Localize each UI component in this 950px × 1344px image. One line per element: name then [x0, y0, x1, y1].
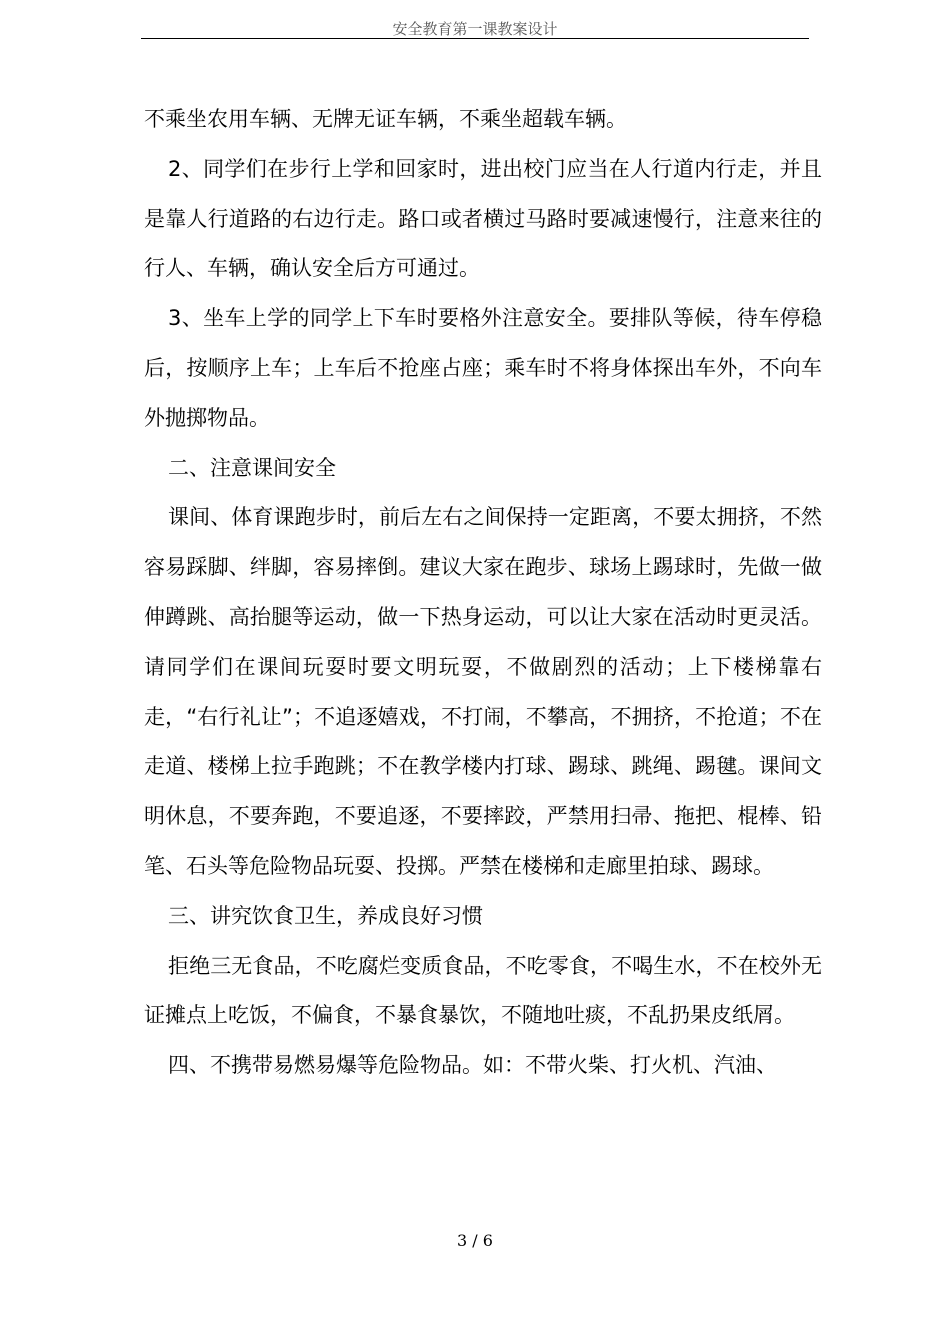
paragraph-3: 3、坐车上学的同学上下车时要格外注意安全。要排队等候，待车停稳后，按顺序上车；上车后不抢座占座；乘车时不将身体探出车外，不向车外抛掷物品。 — [144, 306, 822, 430]
section-heading-2: 二、注意课间安全 — [168, 455, 336, 480]
document-body — [144, 95, 822, 1091]
section-heading-3: 三、讲究饮食卫生，养成良好习惯 — [168, 903, 483, 928]
paragraph-2: 2、同学们在步行上学和回家时，进出校门应当在人行道内行走，并且是靠人行道路的右边行走。路口或者横过马路时要减速慢行，注意来往的行人、车辆，确认安全后方可通过。 — [144, 156, 822, 281]
header-divider — [141, 38, 809, 39]
paragraph-6: 四、不携带易燃易爆等危险物品。如：不带火柴、打火机、汽油、 — [168, 1053, 777, 1078]
paragraph-5: 拒绝三无食品，不吃腐烂变质食品，不吃零食，不喝生水，不在校外无证摊点上吃饭，不偏食，不暴食暴饮，不随地吐痰，不乱扔果皮纸屑。 — [144, 953, 822, 1028]
page-number: 3 / 6 — [457, 1231, 493, 1250]
paragraph-1: 不乘坐农用车辆、无牌无证车辆，不乘坐超载车辆。 — [144, 107, 627, 131]
page-header-title: 安全教育第一课教案设计 — [392, 20, 558, 38]
paragraph-4: 课间、体育课跑步时，前后左右之间保持一定距离，不要太拥挤，不然容易踩脚、绊脚，容易摔倒。建议大家在跑步、球场上踢球时，先做一做伸蹲跳、高抬腿等运动，做一下热身运动，可以让大家在活动时更灵活。请同学们在课间玩耍时要文明玩耍，不做剧烈的活动；上下楼梯靠右走，“右行礼让”；不追逐嬉戏，不打闹，不攀高，不拥挤，不抢道；不在走道、楼梯上拉手跑跳；不在教学楼内打球、踢球、跳绳、踢毽。课间文明休息，不要奔跑，不要追逐，不要摔跤，严禁用扫帚、拖把、棍棒、铅笔、石头等危险物品玩耍、投掷。严禁在楼梯和走廊里拍球、踢球。 — [144, 505, 822, 878]
